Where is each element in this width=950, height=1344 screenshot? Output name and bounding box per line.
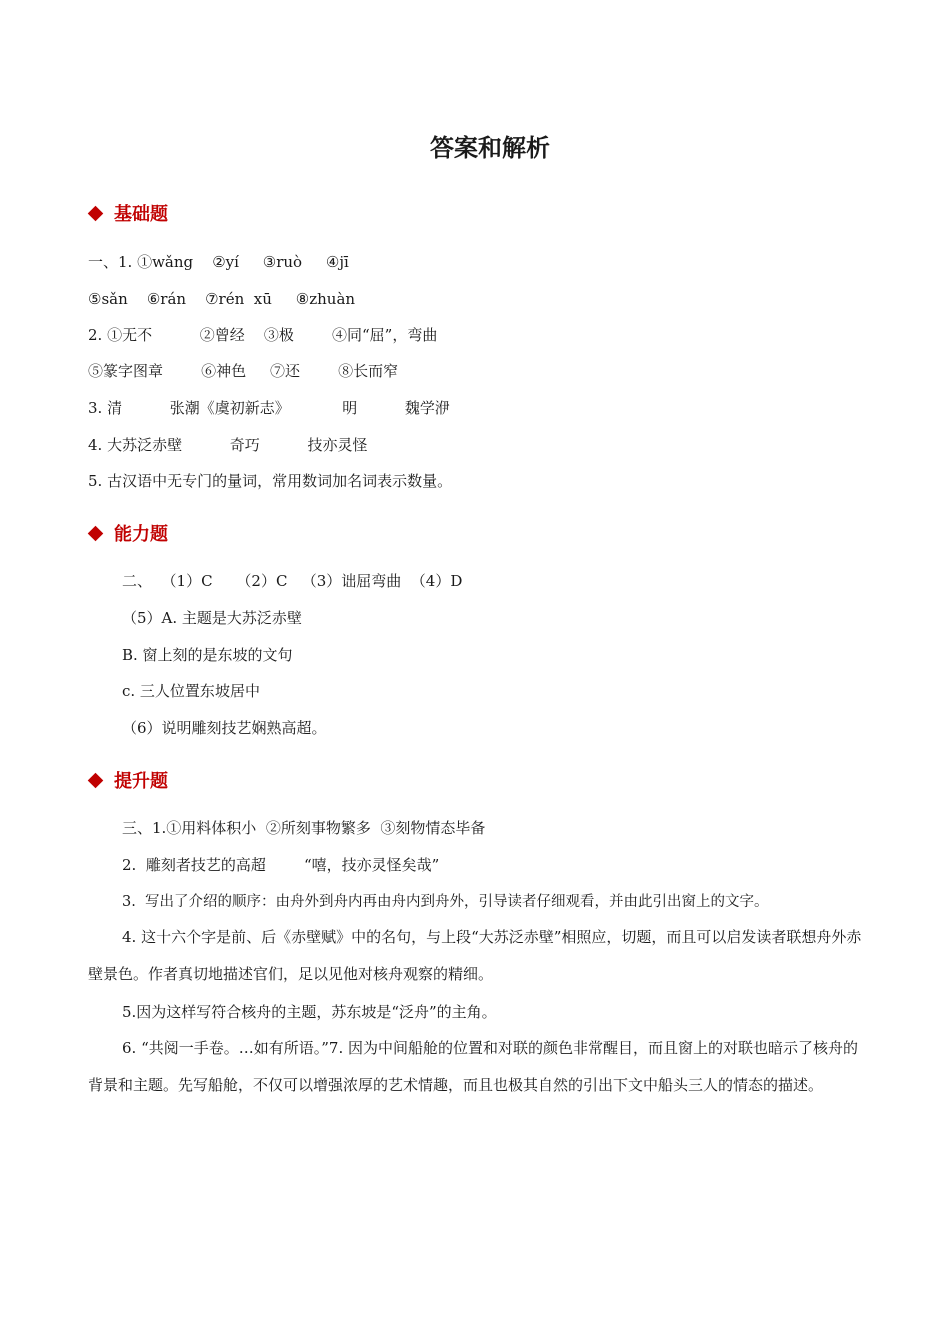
answer-paragraph: 6. “共阅一手卷。…如有所语。”7. 因为中间船舱的位置和对联的颜色非常醒目，而且窗上的对联也暗示了核舟的背景和主题。先写船舱，不仅可以增强浓厚的艺术情趣，而且也极其自然的引出下文中船头三人的情态的描述。 [88, 1039, 859, 1094]
answer-line: （5）A. 主题是大苏泛赤壁 [122, 609, 302, 627]
answer-line: 5.因为这样写符合核舟的主题，苏东坡是“泛舟”的主角。 [122, 1003, 497, 1021]
section-heading-label: 提升题 [114, 771, 168, 792]
answer-line: 2. 雕刻者技艺的高超 “嘻，技亦灵怪矣哉” [122, 856, 440, 874]
diamond-bullet-icon [88, 772, 104, 788]
answer-line: 4. 大苏泛赤壁 奇巧 技亦灵怪 [88, 436, 368, 454]
section-heading-label: 基础题 [114, 204, 168, 225]
answer-line: 3. 清 张潮《虞初新志》 明 魏学洢 [88, 399, 450, 417]
answer-line: 3. 写出了介绍的顺序：由舟外到舟内再由舟内到舟外，引导读者仔细观看，并由此引出窗上的文字。 [122, 894, 769, 910]
section-heading-advanced [88, 767, 168, 793]
answer-line: 2. ①无不 ②曾经 ③极 ④同“屈”，弯曲 [88, 326, 438, 344]
answer-line: （6）说明雕刻技艺娴熟高超。 [122, 719, 327, 737]
answer-line: c. 三人位置东坡居中 [122, 682, 260, 700]
answer-line: 二、 （1）C （2）C （3）诎屈弯曲 （4）D [122, 572, 463, 590]
section-heading-basic [88, 200, 168, 226]
section-heading-label: 能力题 [114, 524, 168, 545]
answer-line: 一、1. ①wǎng ②yí ③ruò ④jī [88, 253, 349, 271]
answer-line: B. 窗上刻的是东坡的文句 [122, 646, 293, 664]
answer-line: ⑤sǎn ⑥rán ⑦rén xū ⑧zhuàn [88, 290, 356, 308]
section-heading-ability [88, 520, 168, 546]
diamond-bullet-icon [88, 525, 104, 541]
answer-line: 5. 古汉语中无专门的量词，常用数词加名词表示数量。 [88, 472, 453, 490]
page-title: 答案和解析 [430, 134, 550, 162]
diamond-bullet-icon [88, 205, 104, 221]
answer-line: ⑤篆字图章 ⑥神色 ⑦还 ⑧长而窄 [88, 362, 399, 380]
answer-line: 三、1.①用料体积小 ②所刻事物繁多 ③刻物情态毕备 [122, 819, 486, 837]
answer-paragraph: 4. 这十六个字是前、后《赤壁赋》中的名句，与上段“大苏泛赤壁”相照应，切题，而且可以启发读者联想舟外赤壁景色。作者真切地描述官们，足以见他对核舟观察的精细。 [88, 928, 862, 983]
